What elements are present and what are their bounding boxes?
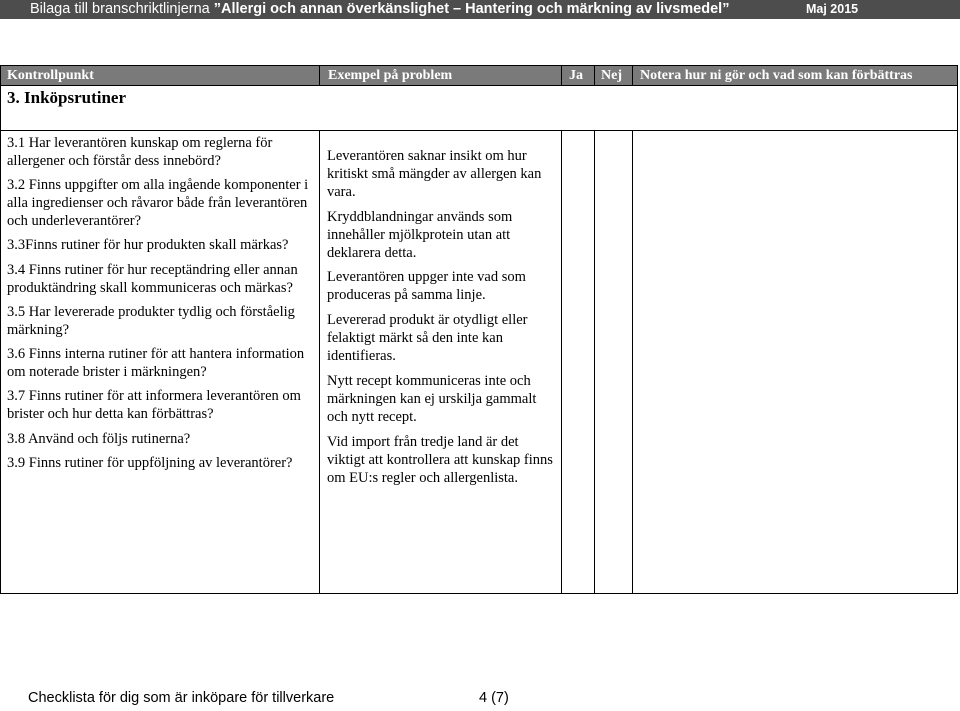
- section-divider: [0, 130, 958, 131]
- control-point-item: 3.8 Använd och följs rutinerna?: [7, 431, 191, 447]
- document-title: [30, 0, 729, 19]
- example-item: Nytt recept kommuniceras inte och märkningen kan ej urskilja gammalt och nytt recept.: [327, 373, 537, 425]
- control-point-item: 3.3Finns rutiner för hur produkten skall märkas?: [7, 237, 289, 253]
- col-divider-example-head: [319, 65, 320, 86]
- examples-column: [327, 147, 559, 487]
- example-item: Levererad produkt är otydligt eller felaktigt märkt så den inte kan identifieras.: [327, 312, 528, 364]
- control-point-item: 3.1 Har leverantören kunskap om reglerna för allergener och förstår dess innebörd?: [7, 135, 273, 169]
- example-item: Leverantören uppger inte vad som produceras på samma linje.: [327, 269, 526, 303]
- example-item: Vid import från tredje land är det viktigt att kontrollera att kunskap finns om EU:s regler och allergenlista.: [327, 434, 553, 486]
- col-divider-notes: [632, 130, 633, 594]
- page-header-bar: [0, 0, 960, 19]
- table-right-border: [957, 65, 958, 594]
- header-control-point: Kontrollpunkt: [7, 68, 94, 83]
- col-divider-no-head: [594, 65, 595, 86]
- control-points-column: [7, 134, 312, 472]
- control-point-item: 3.2 Finns uppgifter om alla ingående komponenter i alla ingredienser och råvaror både från leverantören och underleverantörer?: [7, 177, 309, 229]
- example-item: Leverantören saknar insikt om hur kritiskt små mängder av allergen kan vara.: [327, 148, 542, 200]
- control-point-item: 3.5 Har levererade produkter tydlig och förståelig märkning?: [7, 304, 295, 338]
- control-point-item: 3.7 Finns rutiner för att informera leverantören om brister och hur detta kan förbättras?: [7, 388, 301, 422]
- control-point-item: 3.6 Finns interna rutiner för att hantera information om noterade brister i märkningen?: [7, 346, 305, 380]
- control-point-item: 3.9 Finns rutiner för uppföljning av leverantörer?: [7, 455, 293, 471]
- section-title: 3. Inköpsrutiner: [7, 88, 127, 107]
- header-title: ”Allergi och annan överkänslighet – Hantering och märkning av livsmedel”: [213, 1, 730, 17]
- table-top-border: [0, 65, 958, 66]
- header-example: Exempel på problem: [328, 68, 453, 83]
- table-bottom-border: [0, 593, 958, 594]
- header-prefix: Bilaga till branschriktlinjerna: [30, 1, 214, 17]
- table-header-row: [0, 65, 958, 86]
- col-divider-no: [594, 130, 595, 594]
- header-no: Nej: [601, 68, 622, 83]
- footer-text: Checklista för dig som är inköpare för tillverkare: [28, 690, 335, 706]
- header-notes: Notera hur ni gör och vad som kan förbättras: [640, 68, 913, 83]
- control-point-item: 3.4 Finns rutiner för hur receptändring eller annan produktändring skall kommuniceras och märkas?: [7, 262, 298, 296]
- col-divider-notes-head: [632, 65, 633, 86]
- page-number: 4 (7): [479, 690, 509, 706]
- col-divider-yes: [561, 130, 562, 594]
- header-yes: Ja: [569, 68, 583, 83]
- example-item: Kryddblandningar används som innehåller mjölkprotein utan att deklarera detta.: [327, 209, 513, 261]
- col-divider-yes-head: [561, 65, 562, 86]
- header-date: Maj 2015: [806, 2, 859, 16]
- table-left-border: [0, 65, 1, 594]
- col-divider-example: [319, 130, 320, 594]
